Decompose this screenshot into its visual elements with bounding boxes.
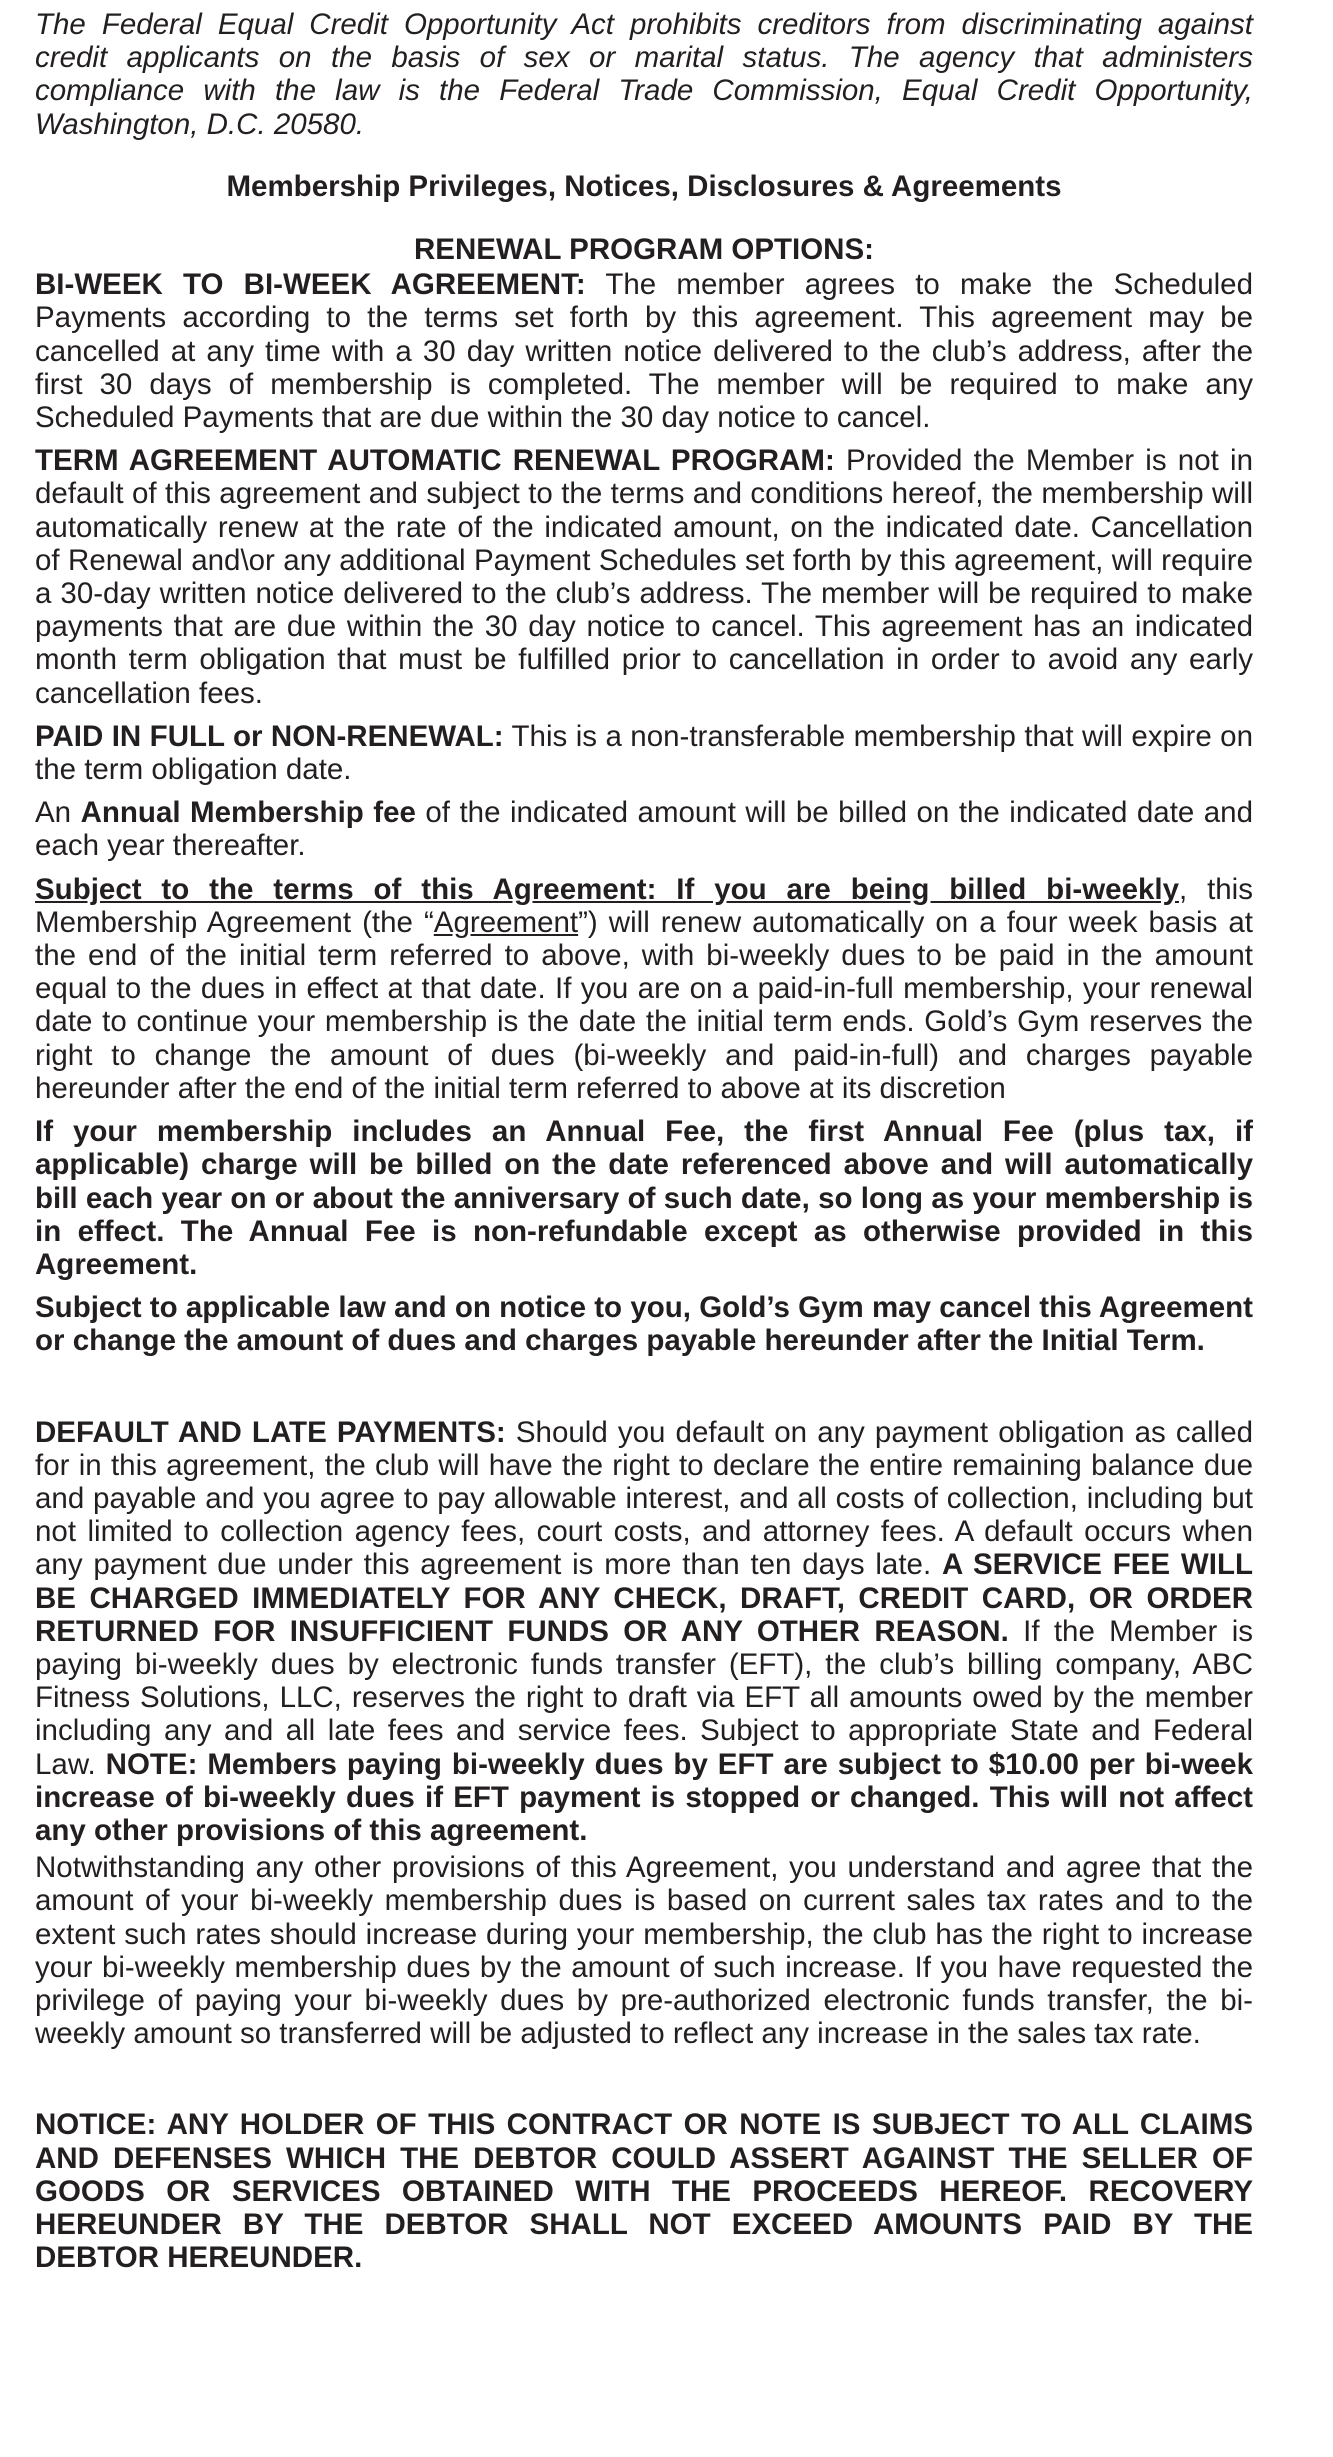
- document-page: [35, 8, 1253, 2274]
- annual-fee-paragraph: [35, 796, 1253, 862]
- biweek-text: The member agrees to make the Scheduled Payments according to the terms set forth by this agreement. This agreement may be cancelled at any time with a 30 day written notice delivered to the club’s address, after the first 30 days of membership is completed. The member will be required to make any Scheduled Payments that are due within the 30 day notice to cancel.: [35, 268, 1253, 435]
- agreement-defined-term: Agreement: [433, 905, 579, 939]
- subject-terms-text-a: , this Membership Agreement (the “: [35, 872, 1253, 939]
- tax-paragraph: Notwithstanding any other provisions of this Agreement, you understand and agree that the amount of your bi-weekly membership dues is based on current sales tax rates and to the extent such rates should increase during your membership, the club has the right to increase your bi-weekly membership dues by the amount of such increase. If you have requested the privilege of paying your bi-weekly dues by pre-authorized electronic funds transfer, the bi-weekly amount so transferred will be adjusted to reflect any increase in the sales tax rate.: [35, 1851, 1253, 2051]
- paid-in-full-paragraph: [35, 720, 1253, 786]
- default-text-a: Should you default on any payment obligation as called for in this agreement, the club will have the right to declare the entire remaining balance due and payable and you agree to pay allowable interest, and all costs of collection, including but not limited to collection agency fees, court costs, and attorney fees. A default occurs when any payment due under this agreement is more than ten days late.: [35, 1415, 1254, 1582]
- biweek-label: BI-WEEK TO BI-WEEK AGREEMENT:: [35, 268, 586, 302]
- ecoa-notice: The Federal Equal Credit Opportunity Act prohibits creditors from discriminating against credit applicants on the basis of sex or marital status. The agency that administers compliance with the law is the Federal Trade Commission, Equal Credit Opportunity, Washington, D.C. 20580.: [35, 8, 1253, 141]
- annual-fee-post: of the indicated amount will be billed on the indicated date and each year thereafter.: [35, 796, 1253, 863]
- annual-fee-bold-paragraph: If your membership includes an Annual Fee, the first Annual Fee (plus tax, if applicable) charge will be billed on the date referenced above and will automatically bill each year on or about the anniversary of such date, so long as your membership is in effect. The Annual Fee is non-refundable except as otherwise provided in this Agreement.: [35, 1115, 1253, 1281]
- paid-in-full-label: PAID IN FULL or NON-RENEWAL:: [35, 719, 504, 753]
- cancel-bold-paragraph: Subject to applicable law and on notice to you, Gold’s Gym may cancel this Agreement or change the amount of dues and charges payable hereunder after the Initial Term.: [35, 1291, 1253, 1358]
- default-label: DEFAULT AND LATE PAYMENTS:: [35, 1415, 506, 1449]
- annual-fee-bold: Annual Membership fee: [80, 796, 416, 830]
- eft-note: NOTE: Members paying bi-weekly dues by EFT are subject to $10.00 per bi-week increase of bi-weekly dues if EFT payment is stopped or changed. This will not affect any other provisions of this agreement.: [35, 1747, 1253, 1847]
- term-label: TERM AGREEMENT AUTOMATIC RENEWAL PROGRAM:: [35, 444, 835, 478]
- default-paragraph: [35, 1416, 1253, 1848]
- service-fee-notice: A SERVICE FEE WILL BE CHARGED IMMEDIATELY FOR ANY CHECK, DRAFT, CREDIT CARD, OR ORDER RETURNED FOR INSUFFICIENT FUNDS OR ANY OTHER REASON.: [35, 1548, 1253, 1648]
- heading-renewal: RENEWAL PROGRAM OPTIONS:: [413, 233, 874, 267]
- paid-in-full-text: This is a non-transferable membership that will expire on the term obligation date.: [35, 719, 1253, 787]
- holder-notice: NOTICE: ANY HOLDER OF THIS CONTRACT OR NOTE IS SUBJECT TO ALL CLAIMS AND DEFENSES WHICH THE DEBTOR COULD ASSERT AGAINST THE SELLER OF GOODS OR SERVICES OBTAINED WITH THE PROCEEDS HEREOF. RECOVERY HEREUNDER BY THE DEBTOR SHALL NOT EXCEED AMOUNTS PAID BY THE DEBTOR HEREUNDER.: [35, 2108, 1253, 2275]
- default-text-b: If the Member is paying bi-weekly dues by electronic funds transfer (EFT), the club’s billing company, ABC Fitness Solutions, LLC, reserves the right to draft via EFT all amounts owed by the member including any and all late fees and service fees. Subject to appropriate State and Federal Law.: [35, 1614, 1253, 1781]
- biweek-paragraph: [35, 268, 1253, 434]
- subject-terms-paragraph: [35, 873, 1253, 1105]
- term-text: Provided the Member is not in default of this agreement and subject to the terms and conditions hereof, the membership will automatically renew at the rate of the indicated amount, on the indicated date. Cancellation of Renewal and\or any additional Payment Schedules set forth by this agreement, will require a 30-day written notice delivered to the club’s address. The member will be required to make payments that are due within the 30 day notice to cancel. This agreement has an indicated month term obligation that must be fulfilled prior to cancellation in order to avoid any early cancellation fees.: [35, 444, 1253, 710]
- heading-privileges: Membership Privileges, Notices, Disclosures & Agreements: [226, 169, 1062, 203]
- annual-fee-pre: An: [35, 796, 81, 830]
- subject-terms-text-b: ”) will renew automatically on a four week basis at the end of the initial term referred to above, with bi-weekly dues to be paid in the amount equal to the dues in effect at that date. If you are on a paid-in-full membership, your renewal date to continue your membership is the date the initial term ends. Gold’s Gym reserves the right to change the amount of dues (bi-weekly and paid-in-full) and charges payable hereunder after the end of the initial term referred to above at its discretion: [35, 905, 1253, 1105]
- term-paragraph: [35, 444, 1253, 710]
- subject-terms-heading: Subject to the terms of this Agreement: If you are being billed bi-weekly: [35, 872, 1179, 906]
